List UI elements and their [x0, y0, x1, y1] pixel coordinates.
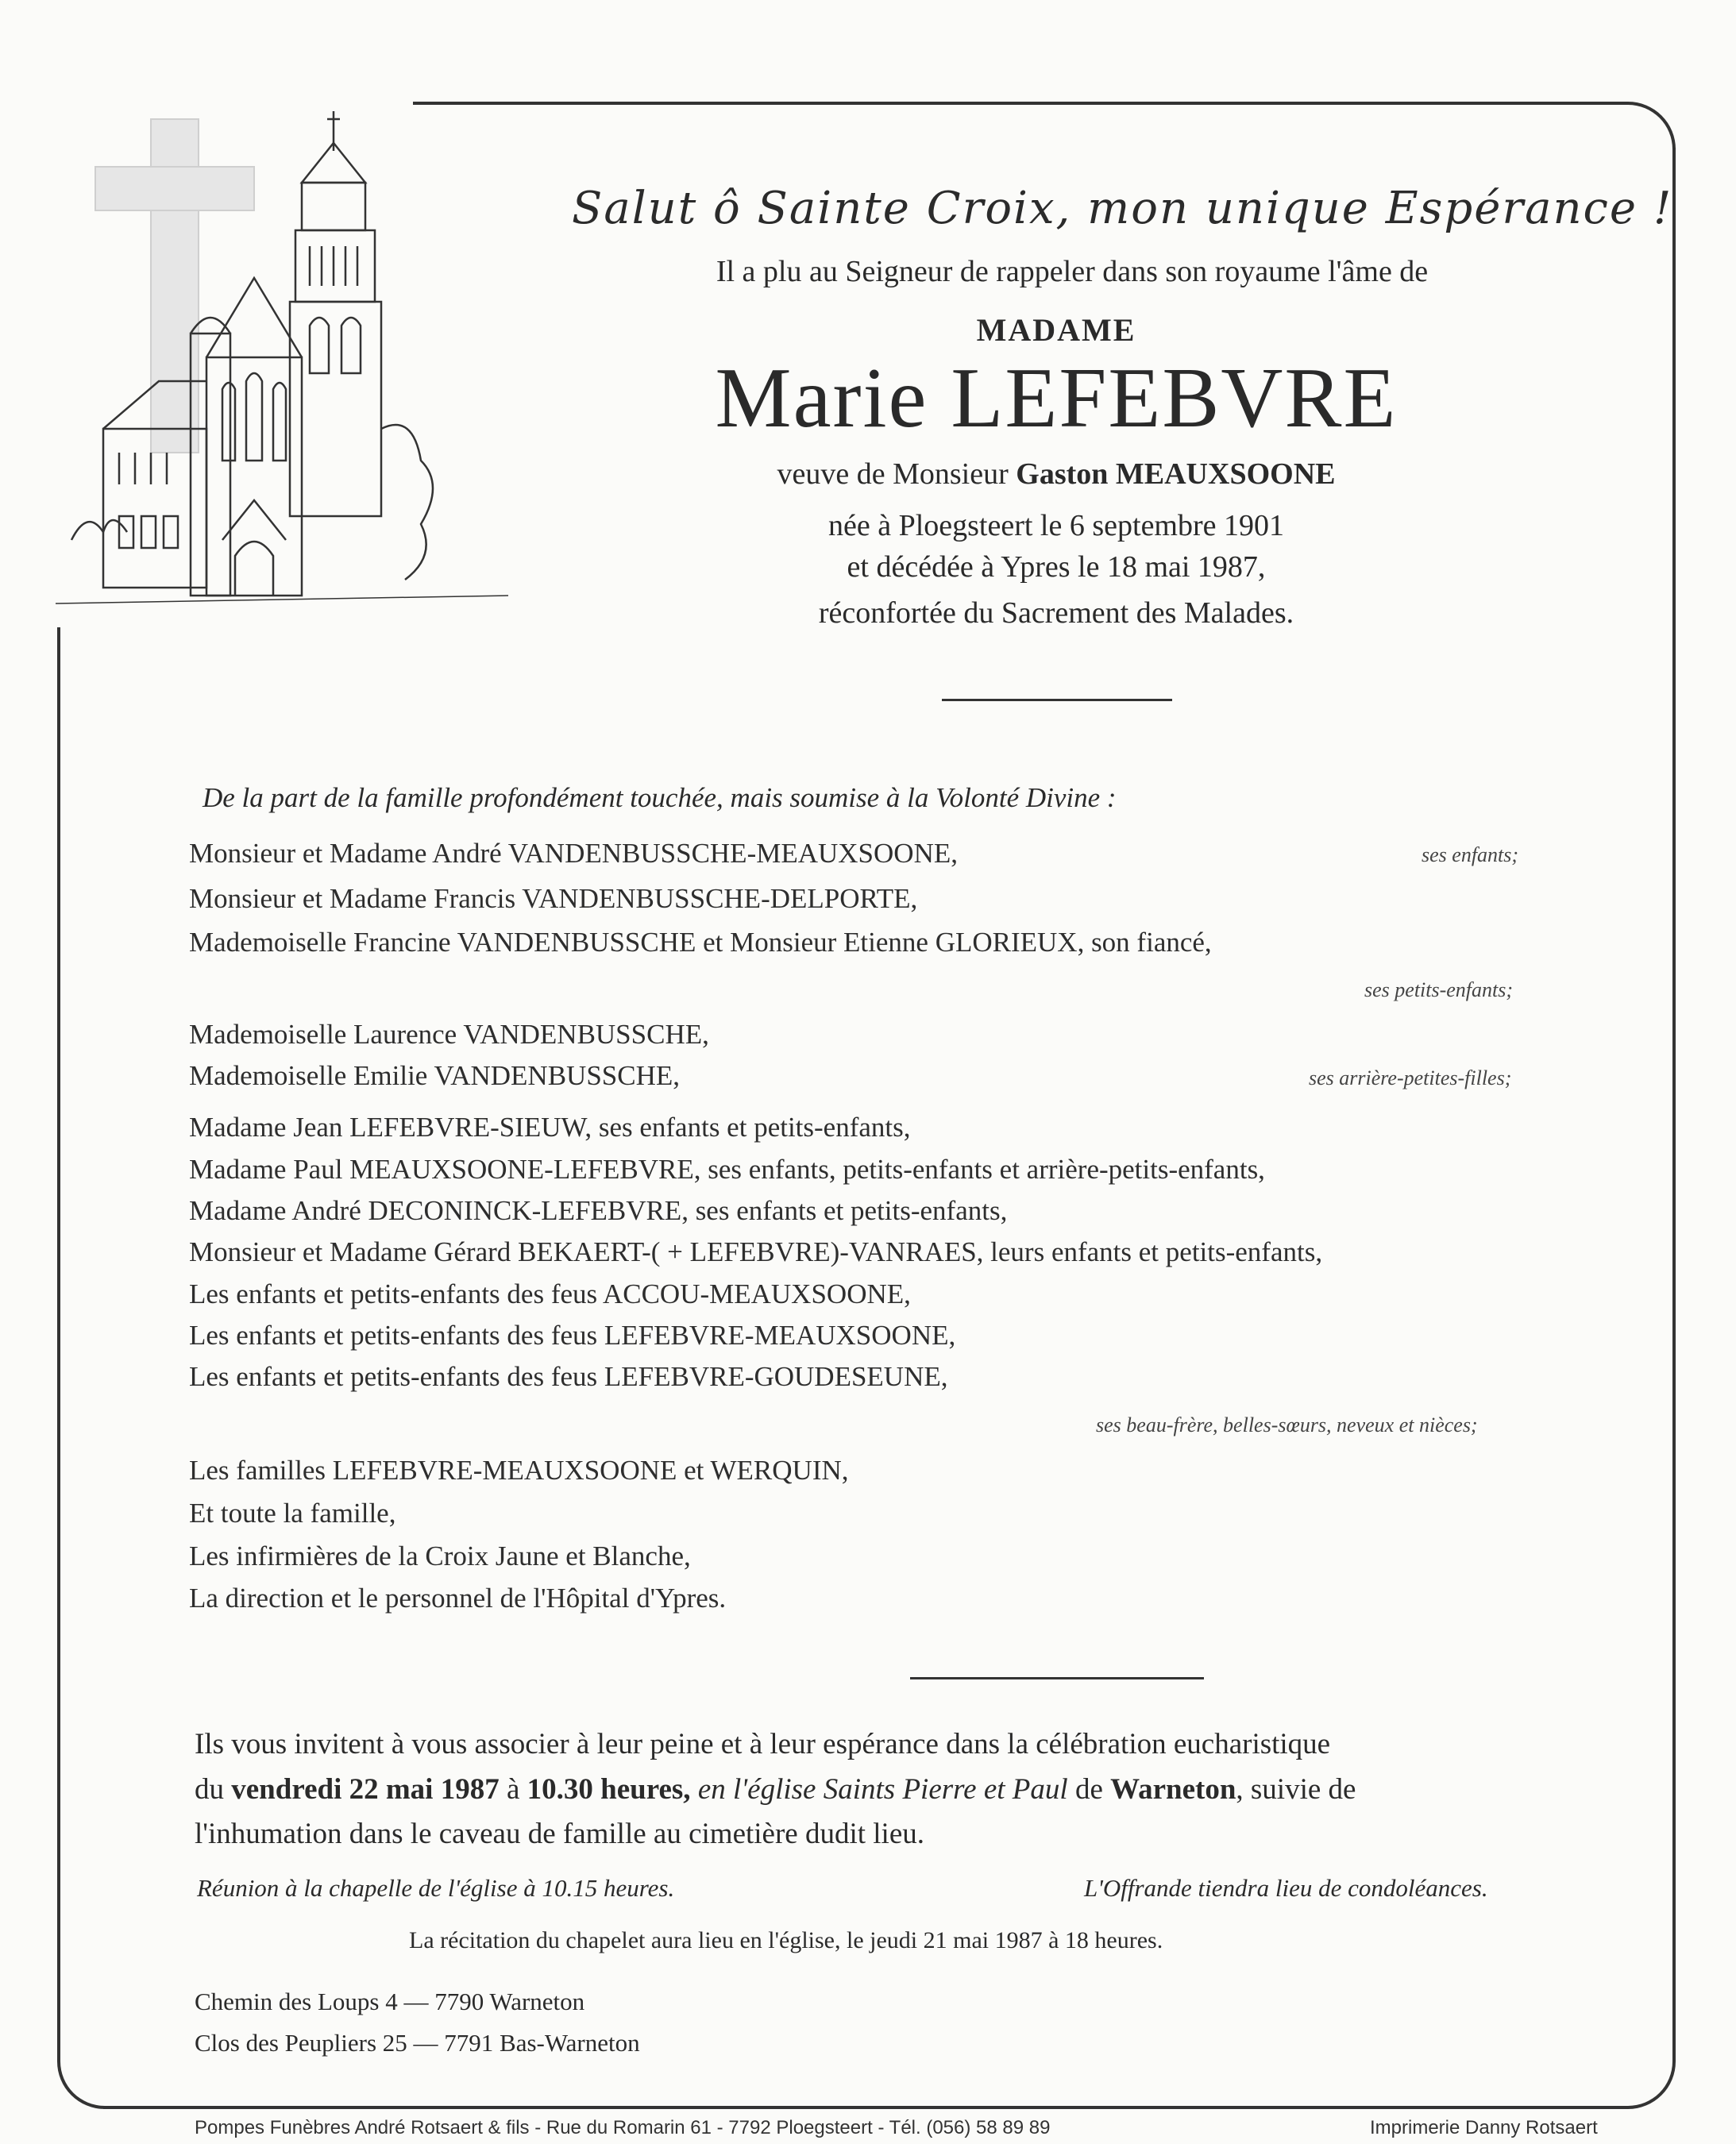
ceremony-place: Warneton: [1110, 1773, 1236, 1806]
offering-note: L'Offrande tiendra lieu de condoléances.: [1084, 1874, 1488, 1902]
meeting-note: Réunion à la chapelle de l'église à 10.15 heures.: [197, 1874, 675, 1902]
frame-border-right: [1672, 148, 1676, 2058]
frame-border-left: [57, 627, 60, 2057]
ceremony-line-3: l'inhumation dans le caveau de famille au cimetière dudit lieu.: [195, 1818, 925, 1850]
address-line: Chemin des Loups 4 — 7790 Warneton: [195, 1988, 585, 2015]
family-intro: De la part de la famille profondément touchée, mais soumise à la Volonté Divine :: [203, 782, 1117, 813]
ceremony-church: en l'église Saints Pierre et Paul: [690, 1773, 1068, 1806]
family-line: Et toute la famille,: [189, 1498, 396, 1529]
family-line: Les enfants et petits-enfants des feus LEFEBVRE-MEAUXSOONE,: [189, 1320, 956, 1351]
printer-credit: Imprimerie Danny Rotsaert: [1370, 2117, 1598, 2138]
text: du: [195, 1773, 232, 1806]
family-line: La direction et le personnel de l'Hôpital d'Ypres.: [189, 1583, 727, 1614]
frame-corner-top-right: [1625, 102, 1676, 152]
family-line: Madame André DECONINCK-LEFEBVRE, ses enfants et petits-enfants,: [189, 1195, 1008, 1226]
sacrament-line: réconfortée du Sacrement des Malades.: [818, 596, 1294, 630]
frame-corner-bottom-right: [1625, 2057, 1676, 2109]
text: de: [1067, 1773, 1111, 1806]
family-line: Les infirmières de la Croix Jaune et Blanche,: [189, 1541, 691, 1571]
undertaker-credit: Pompes Funèbres André Rotsaert & fils - Rue du Romarin 61 - 7792 Ploegsteert - Tél. (056) 58 89 89: [195, 2117, 1051, 2138]
family-line: Les enfants et petits-enfants des feus LEFEBVRE-GOUDESEUNE,: [189, 1361, 948, 1392]
family-line: Monsieur et Madame Francis VANDENBUSSCHE-DELPORTE,: [189, 883, 918, 914]
family-line: Les enfants et petits-enfants des feus ACCOU-MEAUXSOONE,: [189, 1278, 911, 1309]
separator-top: [942, 699, 1172, 701]
family-role: ses beau-frère, belles-sœurs, neveux et nièces;: [1096, 1413, 1478, 1436]
frame-border-bottom: [103, 2106, 1628, 2109]
intro-text: Il a plu au Seigneur de rappeler dans son royaume l'âme de: [716, 255, 1429, 288]
family-line: Mademoiselle Emilie VANDENBUSSCHE,: [189, 1060, 681, 1091]
title-madame: MADAME: [976, 312, 1136, 348]
frame-border-top: [413, 102, 1625, 105]
church-illustration: [48, 95, 508, 619]
text: à: [499, 1773, 527, 1806]
ceremony-date: vendredi 22 mai 1987: [231, 1773, 500, 1806]
family-line: Monsieur et Madame André VANDENBUSSCHE-MEAUXSOONE,: [189, 838, 958, 869]
family-line: Mademoiselle Francine VANDENBUSSCHE et Monsieur Etienne GLORIEUX, son fiancé,: [189, 927, 1212, 958]
family-line: Mademoiselle Laurence VANDENBUSSCHE,: [189, 1019, 709, 1050]
family-line: Madame Jean LEFEBVRE-SIEUW, ses enfants et petits-enfants,: [189, 1112, 911, 1143]
family-line: Monsieur et Madame Gérard BEKAERT-( + LEFEBVRE)-VANRAES, leurs enfants et petits-enfants,: [189, 1236, 1323, 1267]
rosary-note: La récitation du chapelet aura lieu en l'église, le jeudi 21 mai 1987 à 18 heures.: [409, 1927, 1163, 1953]
text: , suivie de: [1236, 1773, 1356, 1806]
motto: Salut ô Sainte Croix, mon unique Espérance !: [572, 183, 1673, 234]
widow-name: Gaston MEAUXSOONE: [1016, 457, 1336, 491]
family-line: Les familles LEFEBVRE-MEAUXSOONE et WERQUIN,: [189, 1455, 849, 1486]
family-line: Madame Paul MEAUXSOONE-LEFEBVRE, ses enfants, petits-enfants et arrière-petits-enfants,: [189, 1154, 1265, 1185]
ceremony-time: 10.30 heures,: [527, 1773, 691, 1806]
deceased-name: Marie LEFEBVRE: [715, 351, 1398, 445]
birth-line: née à Ploegsteert le 6 septembre 1901: [827, 509, 1285, 542]
family-role: ses enfants;: [1422, 843, 1519, 866]
ceremony-line-2: [195, 1772, 1356, 1807]
separator-bottom: [910, 1677, 1204, 1679]
widow-of: [556, 457, 1557, 492]
family-role: ses petits-enfants;: [1364, 978, 1514, 1001]
frame-corner-bottom-left: [57, 2057, 108, 2109]
family-role: ses arrière-petites-filles;: [1309, 1066, 1512, 1089]
address-line: Clos des Peupliers 25 — 7791 Bas-Warneton: [195, 2029, 640, 2057]
death-line: et décédée à Ypres le 18 mai 1987,: [847, 550, 1266, 584]
ceremony-line-1: Ils vous invitent à vous associer à leur peine et à leur espérance dans la célébration eucharistique: [195, 1728, 1331, 1760]
widow-prefix: veuve de Monsieur: [777, 457, 1017, 491]
